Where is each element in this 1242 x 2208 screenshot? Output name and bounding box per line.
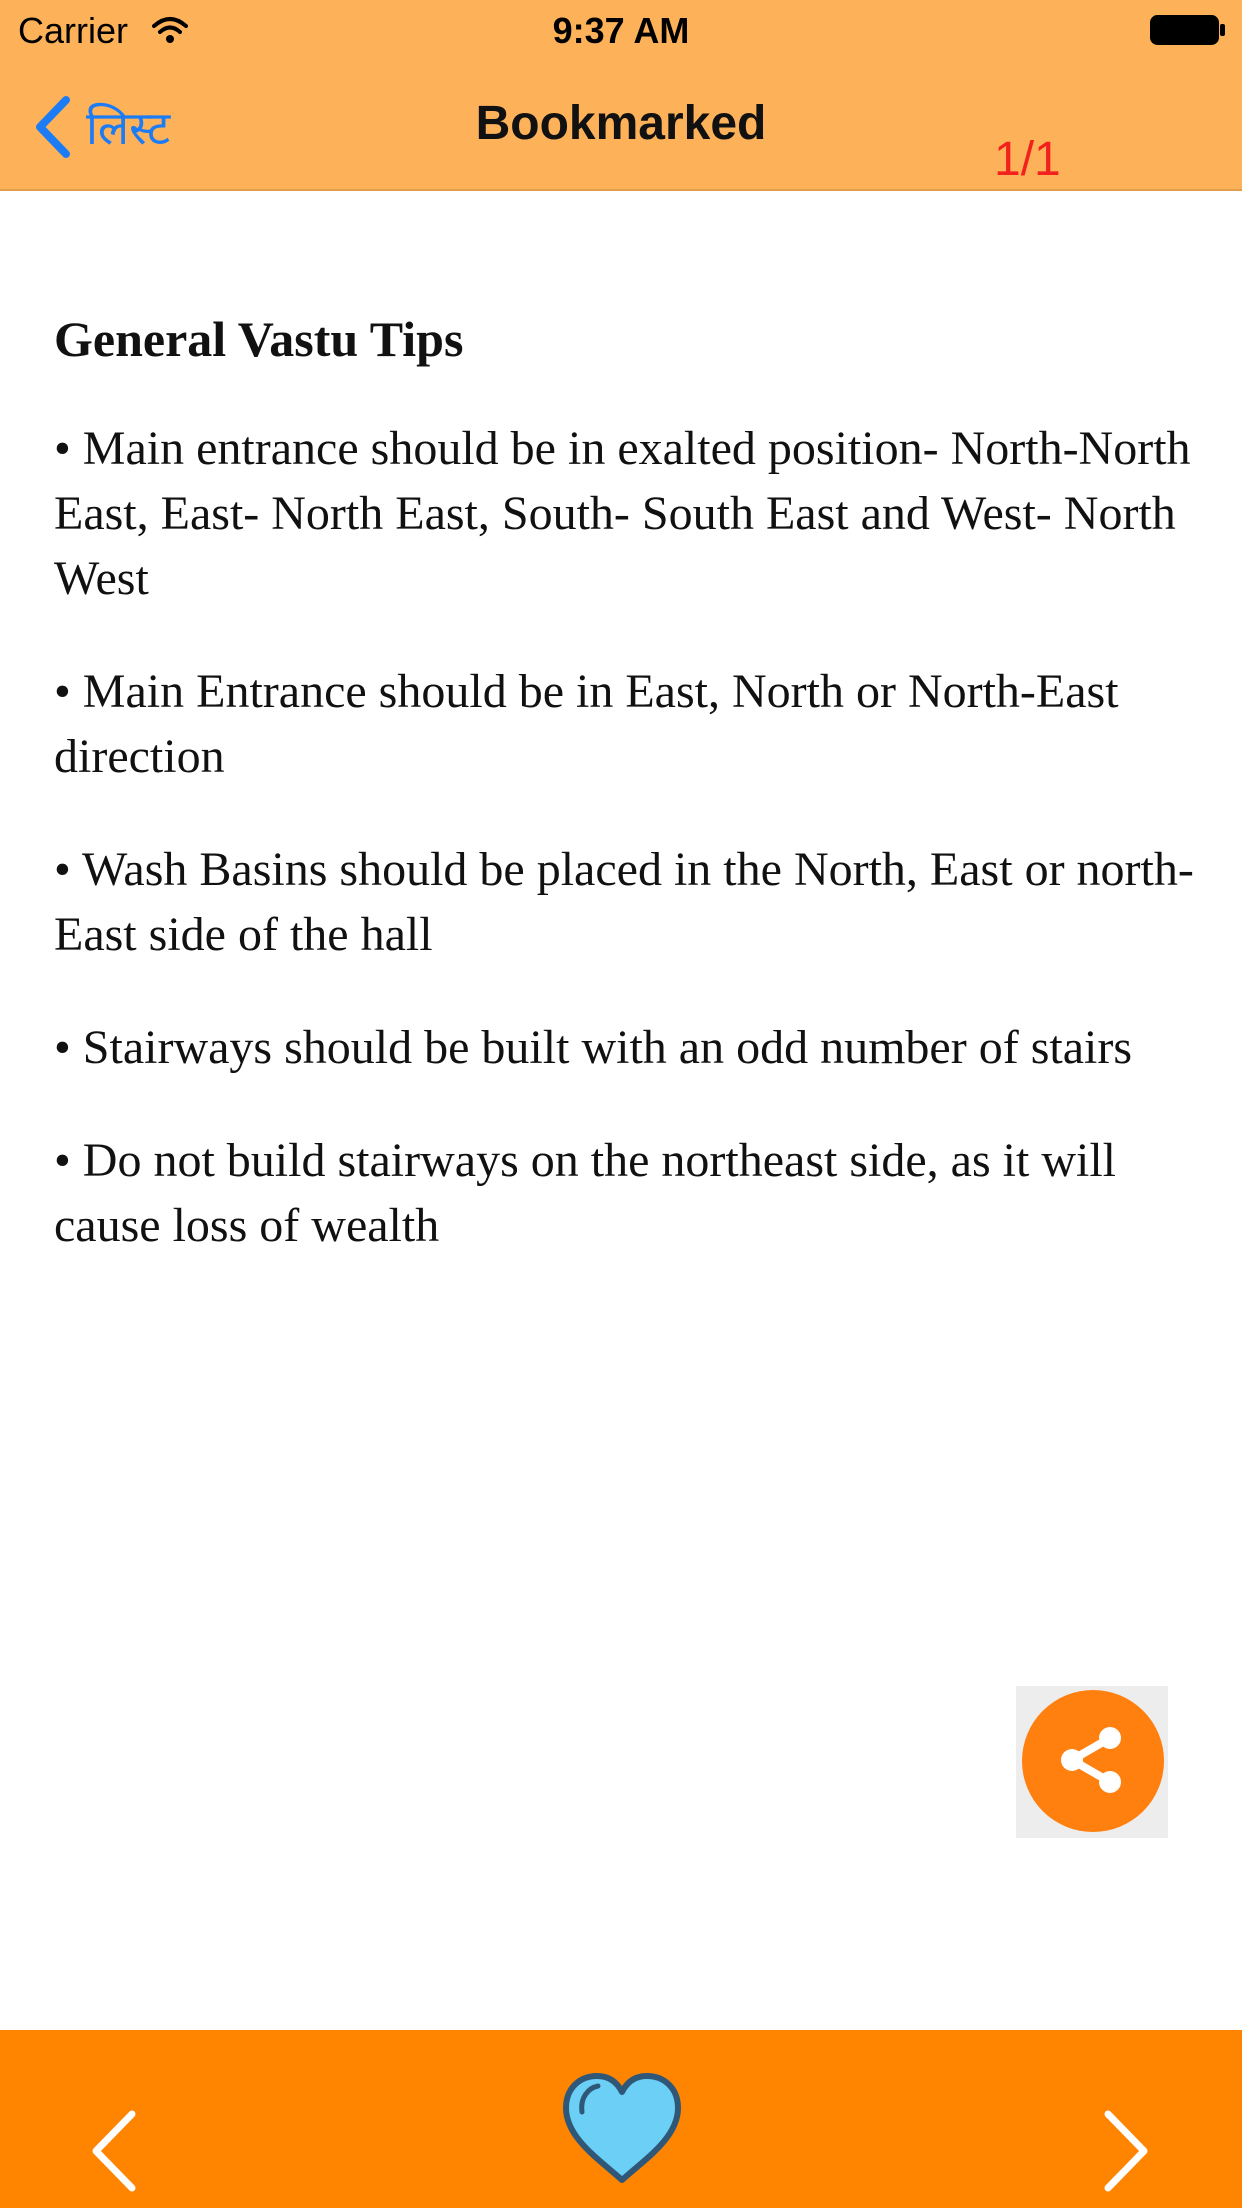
chevron-right-icon[interactable] [1102,2108,1152,2194]
heart-icon[interactable] [560,2072,684,2186]
share-button[interactable] [1016,1686,1168,1838]
tip-item: • Main entrance should be in exalted position- North-North East, East- North East, South- South East and West- North West [54,422,1191,605]
chevron-left-icon[interactable] [88,2108,138,2194]
navigation-bar [0,0,1242,191]
status-bar [0,0,1242,60]
back-label: लिस्ट [86,101,171,155]
tip-item: • Wash Basins should be placed in the North, East or north-East side of the hall [54,843,1194,961]
carrier-label: Carrier [18,10,129,51]
tip-item: • Stairways should be built with an odd number of stairs [54,1021,1133,1074]
share-icon [1052,1720,1132,1800]
article-content [54,306,1214,1306]
page-counter: 1/1 [994,133,1061,186]
bottom-toolbar [0,2030,1242,2208]
page-title: Bookmarked [475,97,767,150]
battery-icon [1150,14,1226,46]
status-time: 9:37 AM [552,10,690,51]
article-title: General Vastu Tips [54,311,464,367]
tip-item: • Do not build stairways on the northeast side, as it will cause loss of wealth [54,1134,1116,1252]
tip-item: • Main Entrance should be in East, North or North-East direction [54,665,1119,783]
